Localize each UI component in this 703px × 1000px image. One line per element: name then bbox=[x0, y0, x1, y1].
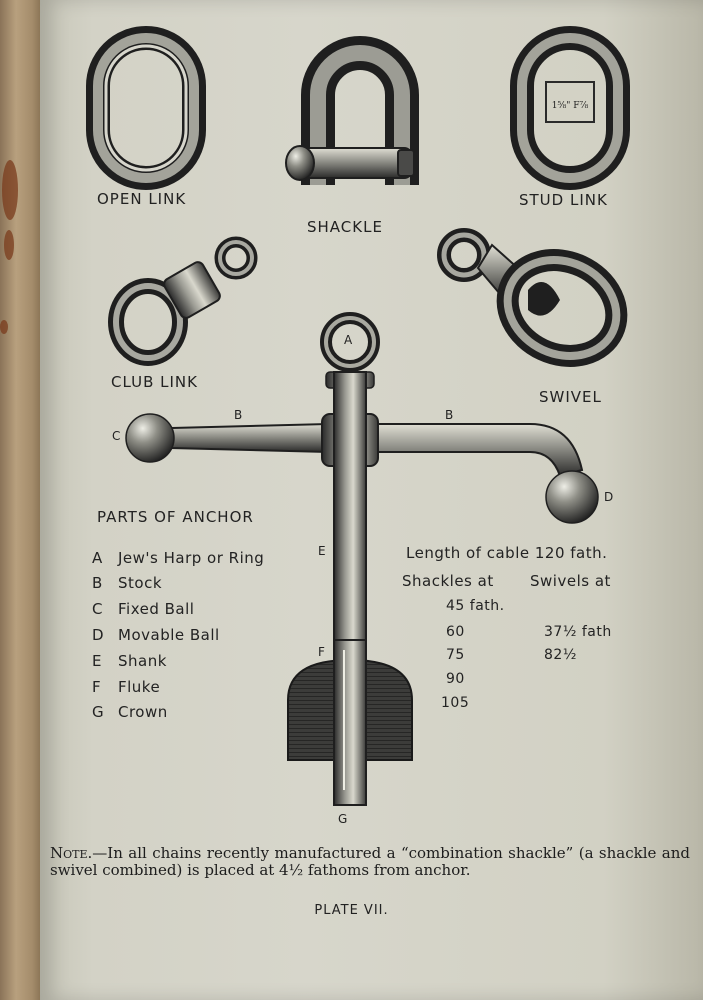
part-name: Fluke bbox=[118, 678, 161, 696]
part-name: Shank bbox=[118, 652, 167, 670]
list-item bbox=[92, 600, 195, 618]
swivel-position: 82½ bbox=[544, 647, 577, 663]
list-item bbox=[92, 703, 168, 721]
anchor-letter-e: E bbox=[318, 544, 326, 558]
club-link-caption: CLUB LINK bbox=[111, 373, 198, 391]
part-key: C bbox=[92, 600, 103, 618]
anchor-letter-d: D bbox=[604, 490, 614, 504]
shackle-position: 75 bbox=[446, 647, 465, 663]
part-name: Crown bbox=[118, 703, 168, 721]
swivel-position: 37½ fath bbox=[544, 624, 612, 640]
part-name: Jew's Harp or Ring bbox=[118, 549, 265, 567]
plate-caption: PLATE VII. bbox=[314, 903, 389, 918]
part-name: Stock bbox=[118, 574, 163, 592]
part-name: Fixed Ball bbox=[118, 600, 195, 618]
swivel-figure bbox=[444, 235, 632, 373]
shackle-position: 90 bbox=[446, 671, 465, 687]
anchor-letter-f: F bbox=[318, 645, 325, 659]
open-link-caption: OPEN LINK bbox=[97, 190, 187, 208]
anchor-letter-b-right: B bbox=[445, 408, 454, 422]
anchor-letter-a: A bbox=[344, 333, 353, 347]
swivel-caption: SWIVEL bbox=[539, 388, 602, 406]
shackle-position: 105 bbox=[441, 695, 470, 711]
note-paragraph bbox=[50, 845, 690, 879]
anchor-letter-g: G bbox=[338, 812, 348, 826]
shackle-caption: SHACKLE bbox=[307, 218, 383, 236]
cable-length-line: Length of cable 120 fath. bbox=[406, 544, 608, 562]
list-item bbox=[92, 626, 220, 644]
note-lead: Note. bbox=[50, 844, 93, 862]
part-key: A bbox=[92, 549, 103, 567]
swivels-column-header: Swivels at bbox=[530, 572, 611, 590]
list-item bbox=[92, 574, 163, 592]
stud-link-figure bbox=[522, 38, 618, 178]
club-link-figure bbox=[116, 242, 252, 358]
part-key: D bbox=[92, 626, 105, 644]
anchor-letter-c: C bbox=[112, 429, 121, 443]
parts-heading: PARTS OF ANCHOR bbox=[97, 508, 254, 526]
shackles-column-header: Shackles at bbox=[402, 572, 494, 590]
part-name: Movable Ball bbox=[118, 626, 220, 644]
list-item bbox=[92, 678, 161, 696]
shackle-position: 60 bbox=[446, 624, 465, 640]
open-link-figure bbox=[98, 38, 194, 178]
shackle-figure bbox=[286, 53, 414, 185]
stud-mark: 1⅝" F⅞ bbox=[551, 101, 589, 111]
part-key: G bbox=[92, 703, 105, 721]
list-item bbox=[92, 652, 167, 670]
shackle-position: 45 fath. bbox=[446, 598, 505, 614]
part-key: E bbox=[92, 652, 102, 670]
stud-link-caption: STUD LINK bbox=[519, 191, 608, 209]
list-item bbox=[92, 549, 265, 567]
part-key: B bbox=[92, 574, 103, 592]
part-key: F bbox=[92, 678, 102, 696]
anchor-letter-b-left: B bbox=[234, 408, 243, 422]
note-text: —In all chains recently manufactured a “combination shackle” (a shackle and swivel combined) is placed at 4½ fathoms from anchor. bbox=[50, 844, 690, 879]
